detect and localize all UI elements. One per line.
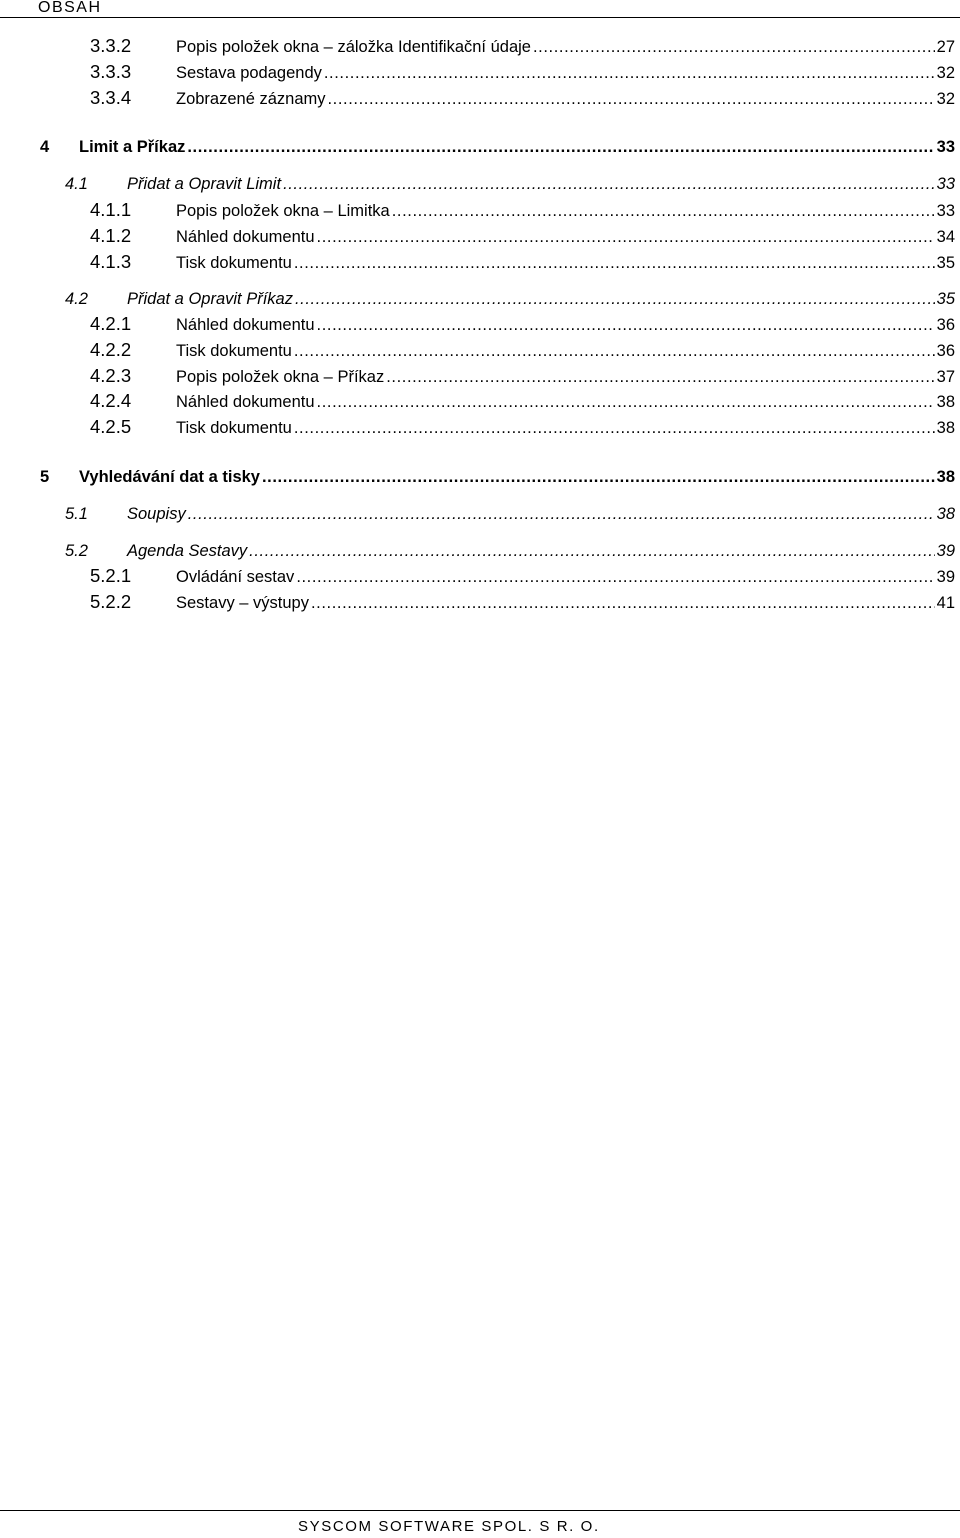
toc-entry-title: Vyhledávání dat a tisky	[79, 468, 260, 486]
footer-divider	[0, 1510, 960, 1511]
toc-entry-page: 41	[936, 594, 955, 612]
toc-entry-title: Limit a Příkaz	[79, 138, 186, 156]
toc-entry[interactable]	[90, 592, 955, 613]
toc-entry-number: 4.1.3	[90, 251, 132, 272]
header-title: OBSAH	[38, 0, 102, 16]
footer-company-name: SYSCOM SOFTWARE SPOL. S R. O.	[298, 1518, 600, 1535]
toc-entry-title: Sestavy – výstupy	[176, 594, 309, 612]
toc-entry-page: 38	[936, 468, 955, 486]
toc-entry-number: 4.2.2	[90, 339, 132, 360]
toc-entry-leader	[296, 567, 934, 587]
toc-entry[interactable]	[90, 417, 955, 438]
toc-entry-title: Tisk dokumentu	[176, 419, 292, 437]
toc-entry-number: 4.2.3	[90, 365, 132, 386]
toc-entry[interactable]	[90, 200, 955, 221]
toc-entry[interactable]	[65, 174, 955, 194]
toc-entry-title: Agenda Sestavy	[127, 542, 248, 560]
toc-entry-leader	[294, 341, 935, 361]
toc-entry-title: Popis položek okna – Limitka	[176, 202, 390, 220]
toc-entry-leader	[294, 253, 935, 273]
toc-entry[interactable]	[90, 62, 955, 83]
toc-entry-number: 4.2	[65, 290, 88, 308]
toc-entry-page: 35	[936, 254, 955, 272]
toc-entry-number: 4.1.1	[90, 199, 132, 220]
toc-entry[interactable]	[90, 340, 955, 361]
toc-entry-page: 32	[936, 90, 955, 108]
toc-entry-title: Ovládání sestav	[176, 568, 295, 586]
toc-entry-page: 38	[936, 419, 955, 437]
toc-entry-leader	[317, 227, 935, 247]
toc-entry-title: Přidat a Opravit Limit	[127, 175, 282, 193]
toc-entry-page: 33	[936, 138, 955, 156]
toc-entry-leader	[317, 392, 935, 412]
toc-entry[interactable]	[65, 289, 955, 309]
toc-entry-number: 3.3.2	[90, 35, 132, 56]
toc-entry-title: Popis položek okna – záložka Identifikační údaje	[176, 38, 531, 56]
toc-entry-leader	[188, 504, 935, 524]
toc-entry[interactable]	[40, 467, 955, 487]
toc-entry[interactable]	[65, 504, 955, 524]
toc-entry[interactable]	[90, 88, 955, 109]
toc-entry-leader	[328, 89, 935, 109]
toc-entry[interactable]	[90, 252, 955, 273]
toc-entry-leader	[392, 201, 935, 221]
toc-entry[interactable]	[65, 541, 955, 561]
toc-entry-page: 33	[936, 175, 955, 193]
toc-entry-number: 4.2.5	[90, 416, 132, 437]
toc-entry-page: 38	[936, 505, 955, 523]
toc-entry-page: 34	[936, 228, 955, 246]
toc-entry-number: 4.2.1	[90, 313, 132, 334]
toc-entry-leader	[262, 467, 935, 487]
toc-entry-leader	[324, 63, 935, 83]
toc-entry-number: 5.1	[65, 505, 88, 523]
toc-entry-page: 39	[936, 542, 955, 560]
toc-entry-leader	[283, 174, 935, 194]
toc-entry-title: Náhled dokumentu	[176, 228, 315, 246]
toc-entry-page: 32	[936, 64, 955, 82]
toc-entry-page: 39	[936, 568, 955, 586]
toc-entry-title: Náhled dokumentu	[176, 316, 315, 334]
toc-entry-number: 4	[40, 138, 50, 156]
toc-entry-number: 4.1	[65, 175, 88, 193]
toc-entry-number: 5.2.2	[90, 591, 132, 612]
toc-entry-title: Soupisy	[127, 505, 186, 523]
toc-entry[interactable]	[90, 314, 955, 335]
toc-entry-title: Tisk dokumentu	[176, 342, 292, 360]
toc-entry[interactable]	[90, 391, 955, 412]
toc-entry-leader	[386, 367, 934, 387]
toc-entry[interactable]	[90, 226, 955, 247]
toc-entry-leader	[311, 593, 935, 613]
toc-entry-title: Náhled dokumentu	[176, 393, 315, 411]
toc-entry[interactable]	[90, 36, 955, 57]
toc-entry-title: Zobrazené záznamy	[176, 90, 326, 108]
toc-entry-number: 5	[40, 468, 50, 486]
header-divider	[0, 17, 960, 18]
toc-entry-leader	[533, 37, 935, 57]
toc-entry[interactable]	[40, 137, 955, 157]
toc-entry-number: 3.3.4	[90, 87, 132, 108]
toc-entry-leader	[294, 418, 935, 438]
toc-entry-number: 5.2	[65, 542, 88, 560]
toc-entry-page: 35	[936, 290, 955, 308]
toc-entry-page: 37	[936, 368, 955, 386]
toc-entry-title: Přidat a Opravit Příkaz	[127, 290, 293, 308]
toc-entry-page: 36	[936, 342, 955, 360]
toc-entry-leader	[187, 137, 934, 157]
toc-entry-leader	[249, 541, 934, 561]
toc-entry[interactable]	[90, 366, 955, 387]
toc-entry-title: Sestava podagendy	[176, 64, 322, 82]
toc-entry-title: Popis položek okna – Příkaz	[176, 368, 385, 386]
toc-entry-number: 4.1.2	[90, 225, 132, 246]
toc-entry-page: 36	[936, 316, 955, 334]
toc-entry-number: 4.2.4	[90, 390, 132, 411]
toc-entry-page: 38	[936, 393, 955, 411]
toc-entry[interactable]	[90, 566, 955, 587]
toc-entry-leader	[295, 289, 935, 309]
page-footer	[0, 1510, 960, 1538]
toc-entry-leader	[317, 315, 935, 335]
toc-entry-page: 27	[936, 38, 955, 56]
toc-entry-number: 3.3.3	[90, 61, 132, 82]
toc-entry-title: Tisk dokumentu	[176, 254, 292, 272]
page-header	[0, 0, 960, 18]
toc-entry-page: 33	[936, 202, 955, 220]
toc-entry-number: 5.2.1	[90, 565, 132, 586]
